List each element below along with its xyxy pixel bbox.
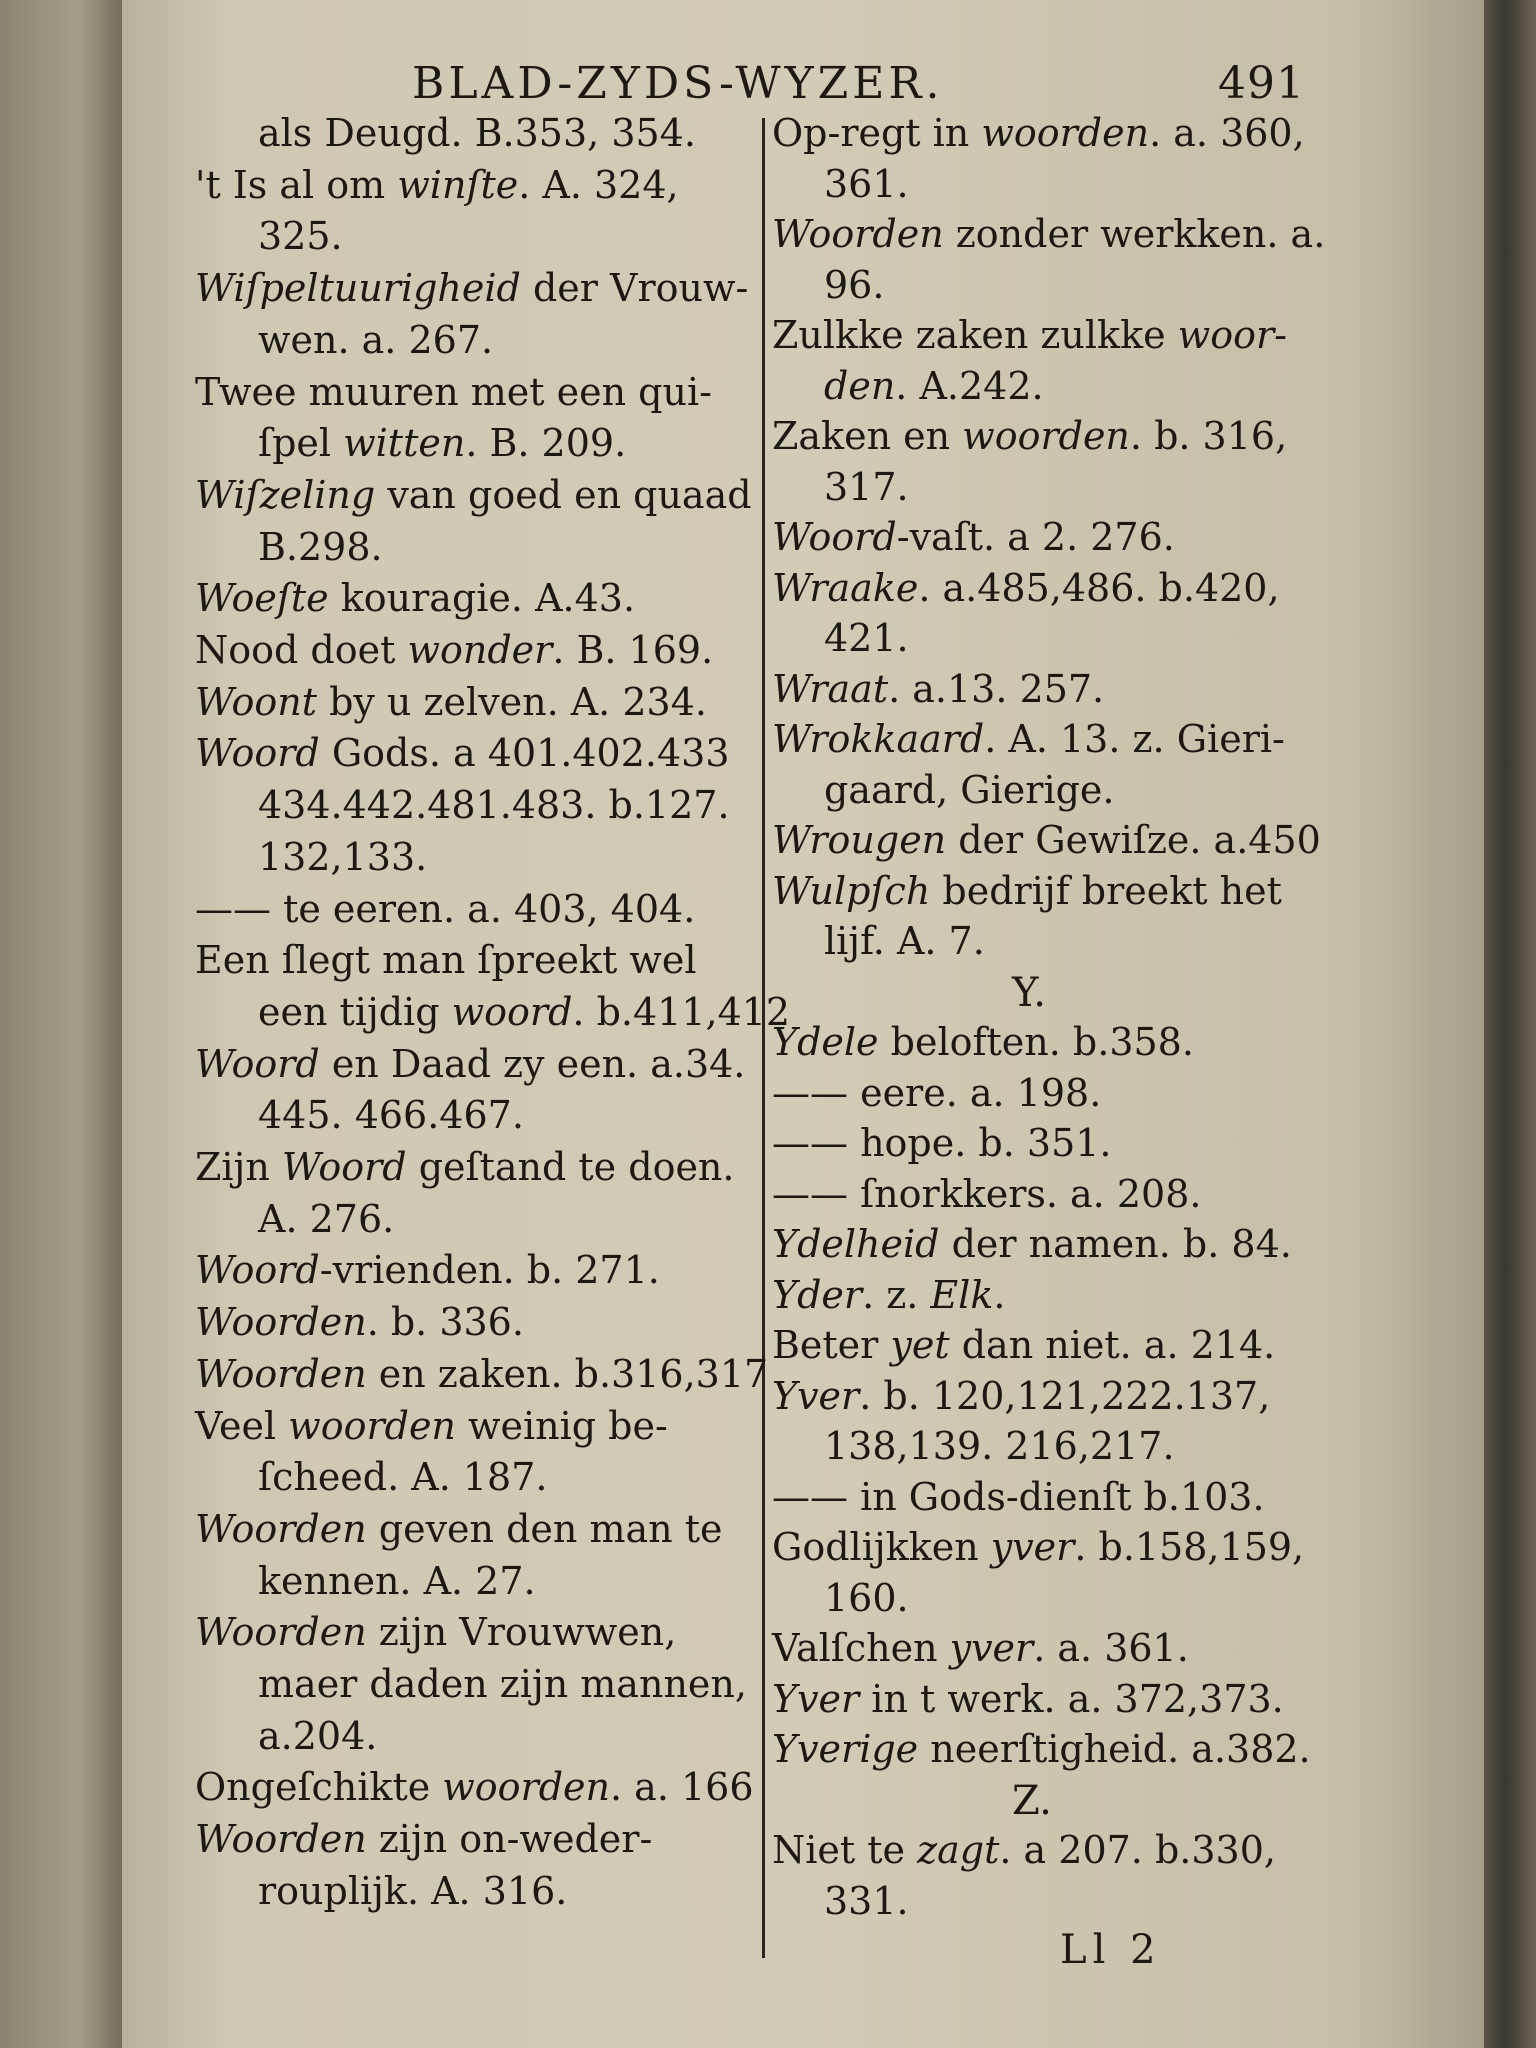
index-entry: [772, 1373, 1271, 1418]
entry-text: kouragie. A.43.: [328, 576, 636, 621]
entry-text: Valſchen: [772, 1626, 950, 1670]
italic-keyword: Yver: [772, 1676, 860, 1721]
index-entry: [195, 731, 730, 776]
index-entry: [772, 818, 1321, 862]
index-entry: [195, 1817, 653, 1862]
entry-text: neerſtigheid. a.382.: [918, 1727, 1311, 1771]
entry-text: a.204.: [258, 1713, 378, 1758]
entry-text: bedrijf breekt het: [930, 868, 1282, 913]
entry-text: Veel: [195, 1403, 289, 1448]
index-entry: [258, 989, 791, 1034]
index-entry: [195, 369, 712, 414]
entry-text: en Daad zy een. a.34.: [319, 1041, 746, 1086]
entry-text: 331.: [824, 1878, 909, 1923]
entry-text: —— in Gods-dienſt b.103.: [772, 1474, 1265, 1519]
index-entry: [195, 1765, 754, 1810]
index-entry: [258, 421, 627, 466]
entry-text: . a.13. 257.: [888, 666, 1105, 711]
index-entry: [258, 1868, 568, 1913]
italic-keyword: Wraat: [772, 666, 889, 711]
entry-text: rouplijk. A. 316.: [258, 1868, 568, 1913]
entry-text: dan niet. a. 214.: [949, 1323, 1276, 1367]
index-entry: [772, 868, 1282, 913]
index-entry: [195, 679, 707, 724]
entry-text: . b. 120,121,222.137,: [859, 1373, 1271, 1418]
index-entry: [772, 666, 1105, 711]
entry-text: 't Is al om: [195, 162, 398, 207]
italic-keyword: Woeſte: [195, 576, 329, 621]
italic-keyword: Woord: [195, 731, 320, 776]
italic-keyword: winſte: [397, 162, 519, 207]
index-entry: [824, 616, 909, 660]
entry-text: Zaken en: [772, 414, 963, 458]
index-entry: [195, 162, 679, 207]
index-entry: [195, 576, 636, 621]
italic-keyword: woorden: [981, 111, 1150, 155]
index-entry: [772, 1828, 1276, 1872]
entry-text: zonder werkken. a.: [943, 212, 1326, 256]
entry-text: B.298.: [258, 524, 383, 569]
entry-text: Nood doet: [195, 628, 408, 672]
index-entry: [772, 1171, 1202, 1216]
index-entry: [772, 1121, 1112, 1165]
entry-text: . a. 166: [610, 1765, 754, 1810]
index-entry: [258, 524, 383, 569]
entry-text: A. 276.: [258, 1196, 395, 1241]
italic-keyword: den: [824, 363, 896, 408]
italic-keyword: Woord: [772, 515, 897, 559]
entry-text: 160.: [824, 1575, 909, 1620]
italic-keyword: Yder: [772, 1272, 863, 1317]
italic-keyword: Elk: [930, 1272, 994, 1317]
entry-text: . a 207. b.330,: [999, 1828, 1276, 1872]
italic-keyword: wonder: [407, 628, 553, 672]
italic-keyword: Yver: [772, 1373, 860, 1418]
entry-text: Godlijkken: [772, 1525, 991, 1569]
index-entry: [258, 1455, 548, 1500]
entry-text: beloften. b.358.: [878, 1020, 1194, 1064]
italic-keyword: zagt: [917, 1828, 1000, 1872]
entry-text: —— hope. b. 351.: [772, 1121, 1112, 1165]
italic-keyword: Wraake: [772, 565, 919, 610]
italic-keyword: yet: [890, 1323, 950, 1367]
index-entry: [772, 1525, 1305, 1569]
italic-keyword: Wiſzeling: [195, 472, 376, 517]
index-entry: [258, 1662, 747, 1706]
page-number: 491: [1218, 58, 1305, 109]
entry-text: . B. 169.: [552, 628, 714, 672]
entry-text: der Vrouw-: [520, 266, 749, 311]
entry-text: in t werk. a. 372,373.: [859, 1676, 1284, 1721]
entry-text: Zijn: [195, 1145, 282, 1189]
index-entry: [772, 717, 1285, 761]
italic-keyword: Woorden: [195, 1506, 367, 1551]
italic-keyword: Wiſpeltuurigheid: [195, 266, 521, 311]
entry-text: gaard, Gierige.: [824, 767, 1115, 812]
running-header: BLAD-ZYDS-WYZER.: [412, 58, 944, 109]
entry-text: . B. 209.: [465, 421, 627, 466]
entry-text: der namen. b. 84.: [939, 1222, 1292, 1266]
entry-text: . b.411,412: [572, 989, 791, 1034]
entry-text: Ongeſchikte: [195, 1765, 443, 1810]
entry-text: Op-regt in: [772, 111, 982, 155]
entry-text: . a. 360,: [1149, 111, 1305, 155]
entry-text: Gods. a 401.402.433: [319, 731, 730, 776]
entry-text: . z.: [862, 1272, 931, 1317]
entry-text: Beter: [772, 1323, 891, 1367]
index-entry: [824, 262, 885, 307]
entry-text: -vaſt. a 2. 276.: [896, 515, 1175, 559]
entry-text: . b.158,159,: [1074, 1525, 1305, 1569]
index-entry: [772, 1222, 1292, 1266]
entry-text: . A.242.: [895, 363, 1044, 408]
index-entry: [772, 1323, 1276, 1367]
index-entry: [772, 1676, 1284, 1721]
index-entry: [258, 317, 494, 362]
entry-text: —— te eeren. a. 403, 404.: [195, 886, 696, 931]
entry-text: zijn on-weder-: [366, 1817, 653, 1862]
entry-text: . a.485,486. b.420,: [918, 565, 1280, 610]
entry-text: als Deugd. B.353, 354.: [258, 111, 696, 155]
entry-text: 361.: [824, 161, 909, 206]
italic-keyword: Ydelheid: [772, 1222, 940, 1266]
italic-keyword: Woorden: [772, 212, 944, 256]
italic-keyword: Woord: [195, 1248, 320, 1293]
entry-text: wen. a. 267.: [258, 317, 494, 362]
entry-text: ſcheed. A. 187.: [258, 1455, 548, 1500]
italic-keyword: Wulpſch: [772, 868, 931, 913]
index-entry: [824, 1575, 909, 1620]
entry-text: .: [993, 1272, 1006, 1317]
entry-text: . A. 324,: [518, 162, 679, 207]
column-rule: [762, 118, 765, 1958]
index-entry: [772, 1727, 1311, 1771]
entry-text: maer daden zijn mannen,: [258, 1662, 747, 1706]
entry-text: en zaken. b.316,317: [366, 1351, 769, 1396]
index-entry: [772, 1626, 1189, 1670]
entry-text: by u zelven. A. 234.: [316, 679, 707, 724]
italic-keyword: woorden: [288, 1403, 456, 1448]
index-entry: [195, 886, 696, 931]
italic-keyword: woord: [451, 989, 573, 1034]
index-entry: [195, 266, 749, 311]
entry-text: lijf. A. 7.: [824, 919, 985, 963]
entry-text: 434.442.481.483. b.127.: [258, 783, 730, 828]
entry-text: 325.: [258, 214, 343, 259]
index-entry: [772, 1474, 1265, 1519]
index-entry: [195, 1351, 769, 1396]
index-entry: [772, 1272, 1006, 1317]
index-entry: [824, 919, 985, 963]
entry-text: 138,139. 216,217.: [824, 1424, 1175, 1468]
italic-keyword: yver: [990, 1525, 1075, 1569]
index-entry: [195, 1145, 735, 1189]
entry-text: der Gewiſze. a.450: [946, 818, 1321, 862]
italic-keyword: Woorden: [195, 1300, 367, 1345]
index-entry: [195, 472, 752, 517]
entry-text: . A. 13. z. Gieri-: [984, 717, 1285, 761]
italic-keyword: Woorden: [195, 1351, 367, 1396]
index-entry: [824, 161, 909, 206]
entry-text: . b. 336.: [366, 1300, 524, 1345]
index-entry: [772, 111, 1305, 155]
italic-keyword: Woord: [195, 1041, 320, 1086]
entry-text: —— ſnorkkers. a. 208.: [772, 1171, 1202, 1216]
entry-text: 317.: [824, 464, 909, 509]
italic-keyword: Wrougen: [772, 818, 947, 862]
entry-text: Een ſlegt man ſpreekt wel: [195, 938, 697, 983]
index-entry: [258, 1093, 524, 1138]
index-entry: [258, 1713, 378, 1758]
entry-text: -vrienden. b. 271.: [319, 1248, 660, 1293]
italic-keyword: Ydele: [772, 1020, 879, 1064]
entry-text: . b. 316,: [1129, 414, 1288, 458]
index-entry: [824, 1878, 909, 1923]
book-binding: [1484, 0, 1536, 2048]
entry-text: Y.: [1012, 969, 1046, 1016]
italic-keyword: woorden: [442, 1765, 611, 1810]
entry-text: geſtand te doen.: [406, 1145, 735, 1189]
index-entry: [195, 1300, 524, 1345]
index-entry: [772, 1020, 1194, 1064]
entry-text: Z.: [1012, 1777, 1052, 1824]
index-entry: [258, 1558, 536, 1603]
index-entry: [195, 1248, 660, 1293]
entry-text: van goed en quaad: [375, 472, 752, 517]
index-entry: [195, 628, 714, 672]
entry-text: . a. 361.: [1033, 1626, 1189, 1670]
entry-text: geven den man te: [366, 1506, 723, 1551]
index-entry: [258, 111, 696, 155]
index-entry: [258, 214, 343, 259]
italic-keyword: Woont: [195, 679, 317, 724]
entry-text: 445. 466.467.: [258, 1093, 524, 1138]
signature-mark: Ll 2: [1060, 1927, 1162, 1973]
italic-keyword: Woord: [281, 1145, 407, 1189]
index-entry: [258, 1196, 395, 1241]
entry-text: 132,133.: [258, 834, 428, 879]
italic-keyword: witten: [343, 421, 466, 466]
italic-keyword: Yverige: [772, 1727, 919, 1771]
entry-text: Zulkke zaken zulkke: [772, 313, 1178, 357]
index-entry: [195, 1041, 746, 1086]
previous-page-edge: [0, 0, 130, 2048]
index-entry: [772, 212, 1326, 256]
entry-text: ſpel: [258, 421, 344, 466]
index-entry: [258, 783, 730, 828]
index-entry: [772, 515, 1175, 559]
italic-keyword: yver: [949, 1626, 1034, 1670]
index-entry: [258, 834, 428, 879]
section-letter: [1012, 1777, 1052, 1824]
index-entry: [824, 1424, 1175, 1468]
entry-text: een tijdig: [258, 989, 452, 1034]
entry-text: kennen. A. 27.: [258, 1558, 536, 1603]
index-entry: [772, 565, 1280, 610]
italic-keyword: Wrokkaard: [772, 717, 985, 761]
entry-text: Niet te: [772, 1828, 918, 1872]
italic-keyword: woor-: [1177, 313, 1287, 357]
index-entry: [824, 464, 909, 509]
entry-text: weinig be-: [455, 1403, 668, 1448]
index-entry: [195, 1403, 668, 1448]
index-entry: [772, 414, 1288, 458]
index-entry: [824, 363, 1044, 408]
index-entry: [195, 938, 697, 983]
entry-text: —— eere. a. 198.: [772, 1070, 1102, 1115]
entry-text: 96.: [824, 262, 885, 307]
entry-text: zijn Vrouwwen,: [366, 1610, 677, 1655]
entry-text: Twee muuren met een qui-: [195, 369, 712, 414]
italic-keyword: woorden: [962, 414, 1130, 458]
section-letter: [1012, 969, 1046, 1016]
index-entry: [772, 313, 1287, 357]
index-entry: [824, 767, 1115, 812]
index-entry: [195, 1506, 723, 1551]
entry-text: 421.: [824, 616, 909, 660]
italic-keyword: Woorden: [195, 1817, 367, 1862]
index-entry: [195, 1610, 677, 1655]
index-entry: [772, 1070, 1102, 1115]
italic-keyword: Woorden: [195, 1610, 367, 1655]
